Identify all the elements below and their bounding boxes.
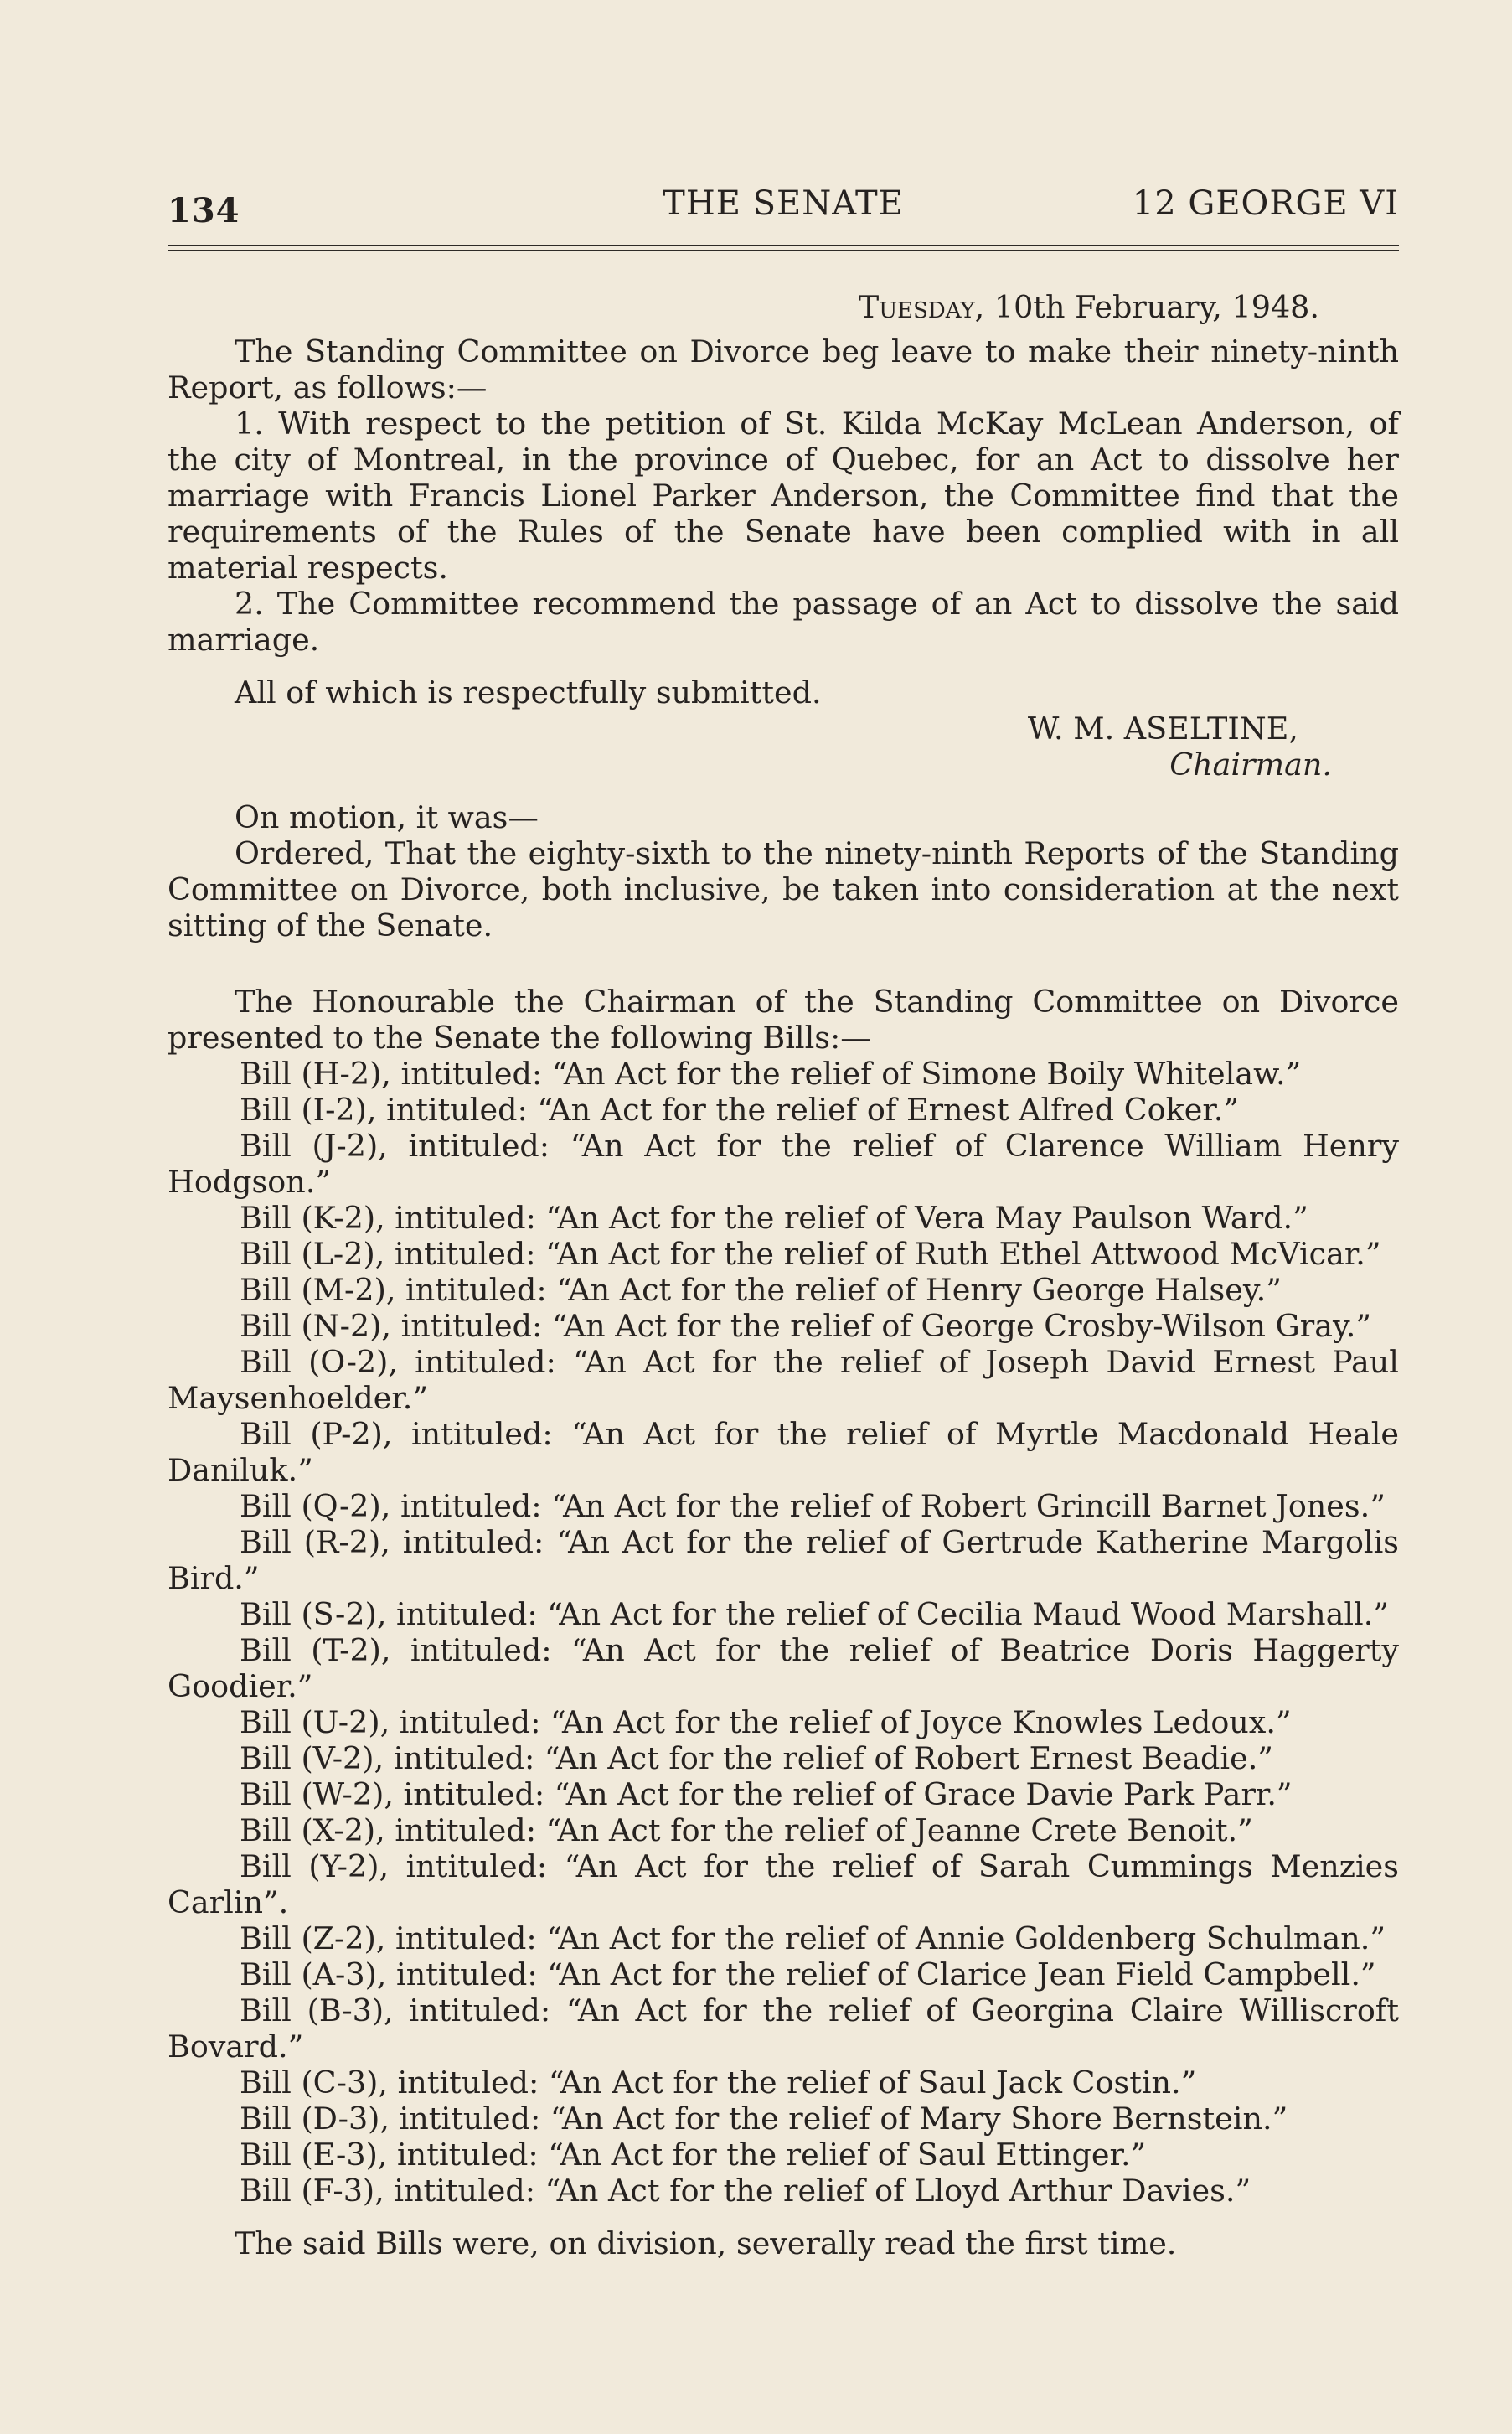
bill-item: Bill (F-3), intituled: “An Act for the relief of Lloyd Arthur Davies.” bbox=[240, 2173, 1251, 2209]
bill-list bbox=[168, 1056, 1399, 2209]
report-closing: All of which is respectfully submitted. bbox=[235, 674, 822, 711]
bill-item: Bill (D-3), intituled: “An Act for the relief of Mary Shore Bernstein.” bbox=[240, 2101, 1288, 2137]
page-number: 134 bbox=[168, 191, 240, 230]
regnal-year: 12 GEORGE VI bbox=[1132, 184, 1399, 223]
bill-item: Bill (R-2), intituled: “An Act for the relief of Gertrude Katherine Margolis Bird.” bbox=[168, 1524, 1399, 1596]
running-title: THE SENATE bbox=[663, 184, 904, 223]
bill-item: Bill (P-2), intituled: “An Act for the relief of Myrtle Macdonald Heale Daniluk.” bbox=[168, 1416, 1399, 1488]
bill-item: Bill (M-2), intituled: “An Act for the relief of Henry George Halsey.” bbox=[240, 1272, 1282, 1308]
header-rule-bottom bbox=[168, 250, 1399, 251]
bill-item: Bill (K-2), intituled: “An Act for the relief of Vera May Paulson Ward.” bbox=[240, 1200, 1308, 1236]
bill-item: Bill (O-2), intituled: “An Act for the relief of Joseph David Ernest Paul Maysenhoelder.” bbox=[168, 1344, 1399, 1416]
sitting-date: Tuesday, 10th February, 1948. bbox=[858, 289, 1319, 325]
bill-item: Bill (Y-2), intituled: “An Act for the relief of Sarah Cummings Menzies Carlin”. bbox=[168, 1848, 1399, 1920]
bills-closing: The said Bills were, on division, severally read the first time. bbox=[235, 2225, 1177, 2261]
bill-item: Bill (B-3), intituled: “An Act for the relief of Georgina Claire Williscroft Bovard.” bbox=[168, 1992, 1399, 2065]
bill-item: Bill (H-2), intituled: “An Act for the relief of Simone Boily Whitelaw.” bbox=[240, 1056, 1302, 1092]
bill-item: Bill (Z-2), intituled: “An Act for the relief of Annie Goldenberg Schulman.” bbox=[240, 1920, 1386, 1956]
signatory-title: Chairman. bbox=[1169, 747, 1332, 783]
bill-item: Bill (J-2), intituled: “An Act for the relief of Clarence William Henry Hodgson.” bbox=[168, 1128, 1399, 1200]
bill-item: Bill (U-2), intituled: “An Act for the relief of Joyce Knowles Ledoux.” bbox=[240, 1704, 1292, 1740]
bill-item: Bill (C-3), intituled: “An Act for the relief of Saul Jack Costin.” bbox=[240, 2065, 1197, 2101]
motion-lead: On motion, it was— bbox=[235, 799, 539, 835]
report-item-1: 1. With respect to the petition of St. Kilda McKay McLean Anderson, of the city of Montreal, in the province of Quebec, for an Act to dissolve her marriage with Francis Lionel Parker Anderson, the Committee find that the requirements of the Rules of the Senate have been complied with in all material respects. bbox=[168, 406, 1399, 586]
bill-item: Bill (Q-2), intituled: “An Act for the relief of Robert Grincill Barnet Jones.” bbox=[240, 1488, 1386, 1524]
bill-item: Bill (A-3), intituled: “An Act for the relief of Clarice Jean Field Campbell.” bbox=[240, 1956, 1376, 1992]
bills-intro: The Honourable the Chairman of the Standing Committee on Divorce presented to the Senate the following Bills:— bbox=[168, 984, 1399, 1056]
bill-item: Bill (W-2), intituled: “An Act for the relief of Grace Davie Park Parr.” bbox=[240, 1776, 1293, 1812]
page-header bbox=[168, 184, 1399, 235]
bill-item: Bill (T-2), intituled: “An Act for the relief of Beatrice Doris Haggerty Goodier.” bbox=[168, 1632, 1399, 1704]
motion-order: Ordered, That the eighty-sixth to the ninety-ninth Reports of the Standing Committee on Divorce, both inclusive, be taken into consideration at the next sitting of the Senate. bbox=[168, 835, 1399, 943]
signatory: W. M. ASELTINE, bbox=[1027, 711, 1298, 747]
bill-item: Bill (V-2), intituled: “An Act for the relief of Robert Ernest Beadie.” bbox=[240, 1740, 1273, 1776]
bill-item: Bill (S-2), intituled: “An Act for the relief of Cecilia Maud Wood Marshall.” bbox=[240, 1596, 1389, 1632]
header-rule-top bbox=[168, 245, 1399, 246]
bill-item: Bill (E-3), intituled: “An Act for the relief of Saul Ettinger.” bbox=[240, 2137, 1147, 2173]
bill-item: Bill (L-2), intituled: “An Act for the relief of Ruth Ethel Attwood McVicar.” bbox=[240, 1236, 1381, 1272]
report-item-2: 2. The Committee recommend the passage of an Act to dissolve the said marriage. bbox=[168, 586, 1399, 658]
page-body bbox=[168, 289, 1399, 2261]
bill-item: Bill (X-2), intituled: “An Act for the relief of Jeanne Crete Benoit.” bbox=[240, 1812, 1253, 1848]
bill-item: Bill (I-2), intituled: “An Act for the relief of Ernest Alfred Coker.” bbox=[240, 1092, 1240, 1128]
bill-item: Bill (N-2), intituled: “An Act for the relief of George Crosby-Wilson Gray.” bbox=[240, 1308, 1372, 1344]
report-intro: The Standing Committee on Divorce beg leave to make their ninety-ninth Report, as follows:— bbox=[168, 333, 1399, 406]
